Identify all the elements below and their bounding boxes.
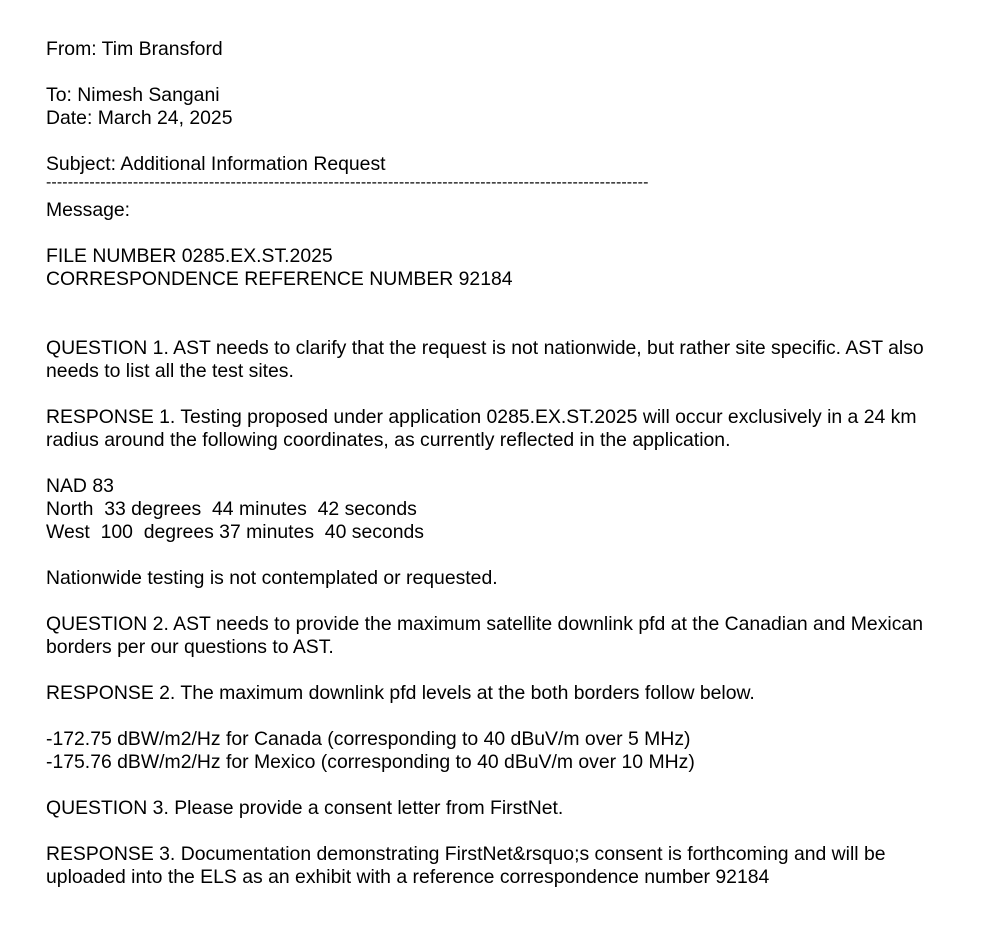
spacer (46, 774, 966, 797)
response-3: RESPONSE 3. Documentation demonstrating FirstNet&rsquo;s consent is forthcoming and will be uploaded into the ELS as an exhibit with a reference correspondence number 92184 (46, 843, 886, 888)
spacer (46, 222, 966, 245)
spacer (46, 130, 966, 153)
spacer (46, 291, 966, 337)
north-coordinate: North 33 degrees 44 minutes 42 seconds (46, 498, 417, 520)
response-2: RESPONSE 2. The maximum downlink pfd levels at the both borders follow below. (46, 682, 755, 704)
west-coordinate: West 100 degrees 37 minutes 40 seconds (46, 521, 424, 543)
spacer (46, 590, 966, 613)
spacer (46, 383, 966, 406)
question-3: QUESTION 3. Please provide a consent letter from FirstNet. (46, 797, 564, 819)
to-line: To: Nimesh Sangani (46, 84, 220, 106)
question-2: QUESTION 2. AST needs to provide the maximum satellite downlink pfd at the Canadian and Mexican borders per our questions to AST. (46, 613, 923, 658)
message-document (46, 38, 966, 889)
subject-line: Subject: Additional Information Request (46, 153, 386, 175)
spacer (46, 544, 966, 567)
spacer (46, 705, 966, 728)
correspondence-reference: CORRESPONDENCE REFERENCE NUMBER 92184 (46, 268, 513, 290)
from-line: From: Tim Bransford (46, 38, 223, 60)
response-1: RESPONSE 1. Testing proposed under application 0285.EX.ST.2025 will occur exclusively in a 24 km radius around the following coordinates, as currently reflected in the application. (46, 406, 917, 451)
spacer (46, 820, 966, 843)
question-1: QUESTION 1. AST needs to clarify that the request is not nationwide, but rather site specific. AST also needs to list all the test sites. (46, 337, 924, 382)
spacer (46, 659, 966, 682)
nationwide-note: Nationwide testing is not contemplated or requested. (46, 567, 498, 589)
message-label: Message: (46, 199, 131, 221)
mexico-pfd: -175.76 dBW/m2/Hz for Mexico (corresponding to 40 dBuV/m over 10 MHz) (46, 751, 695, 773)
file-number: FILE NUMBER 0285.EX.ST.2025 (46, 245, 333, 267)
spacer (46, 61, 966, 84)
datum-line: NAD 83 (46, 475, 114, 497)
date-line: Date: March 24, 2025 (46, 107, 233, 129)
separator-line: --------------------------------------------------------------------------------------------------------------- (46, 176, 649, 190)
canada-pfd: -172.75 dBW/m2/Hz for Canada (corresponding to 40 dBuV/m over 5 MHz) (46, 728, 691, 750)
spacer (46, 452, 966, 475)
